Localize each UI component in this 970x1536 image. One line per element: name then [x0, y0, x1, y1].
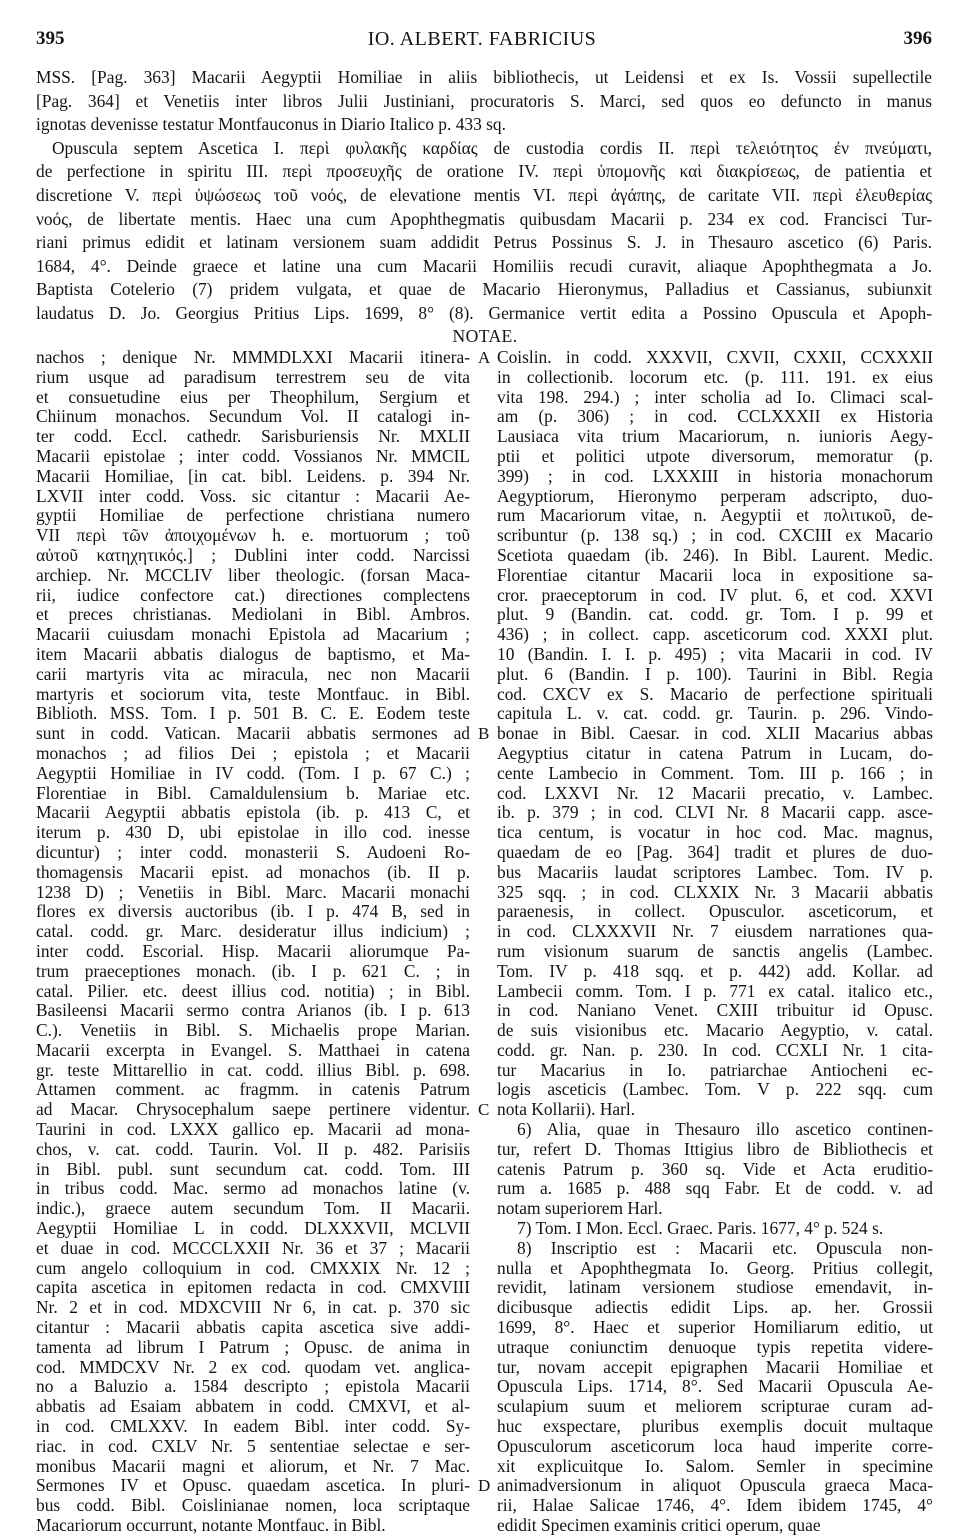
note-line: 8) Inscriptio est : Macarii etc. Opuscula non- — [517, 1238, 933, 1258]
note-line: indic.), graece autem secundum Tom. II Macarii. — [36, 1199, 470, 1219]
main-text-line: 1684, 4°. Deinde graece et latine una cum Macarii Homiliis recudi curavit, aliaque Apophthegmata a Jo. — [36, 255, 932, 276]
note-line: Scetiota quaedam (ib. 246). In Bibl. Laurent. Medic. — [497, 545, 933, 565]
main-text-line: Opuscula septem Ascetica I. περὶ φυλακῆς καρδίας de custodia cordis II. περὶ τελειότητος ἐν πνεύματι, — [52, 137, 932, 158]
note-line: Chiinum monachos. Secundum Vol. II catalogi in- — [36, 407, 470, 427]
note-line: Macarii epistolae ; inter codd. Vossianos Nr. MMCIL — [36, 446, 470, 466]
note-line: Aegyptii Homiliae in IV codd. (Tom. I p. 67 C.) ; — [36, 763, 470, 783]
note-line: Biblioth. MSS. Tom. I p. 501 B. C. E. Eodem teste — [36, 704, 470, 724]
main-text-line: laudatus D. Jo. Georgius Pritius Lips. 1699, 8° (8). Germanice vertit edita a Possino Opuscula et Apoph- — [36, 302, 932, 323]
main-text-line: MSS. [Pag. 363] Macarii Aegyptii Homiliae in aliis bibliothecis, ut Leidensi et ex Is. Vossii supellectile — [36, 67, 932, 87]
note-line: Tom. IV p. 418 sqq. et p. 442) add. Kollar. ad — [497, 961, 933, 981]
note-line: capitula L. v. cat. codd. gr. Taurin. p. 296. Vindo- — [497, 704, 933, 724]
note-line: Taurini in cod. LXXX gallico ep. Macarii ad mona- — [36, 1120, 470, 1140]
note-line: Florentiae in Bibl. Camaldulensium b. Mariae etc. — [36, 783, 470, 803]
note-line: chos, v. cat. codd. Taurin. Vol. II p. 482. Parisiis — [36, 1139, 470, 1159]
note-line: bonae in Bibl. Caesar. in cod. XLII Macarius abbas — [497, 724, 933, 744]
note-line: catal. Pilier. etc. deest illius cod. notitia) ; in Bibl. — [36, 981, 470, 1001]
note-line: in cod. CMLXXV. In eadem Bibl. inter codd. Sy- — [36, 1417, 470, 1437]
notes-heading: NOTAE. — [452, 326, 518, 346]
note-line: tamenta ad librum I Patrum ; Opusc. de anima in — [36, 1337, 470, 1357]
note-line: bus Macariis laudat scriptores Lambec. Tom. IV p. — [497, 862, 933, 882]
note-line: Lausiaca vita trium Macariorum, n. iunioris Aegy- — [497, 427, 933, 447]
note-line: Macarii cuiusdam monachi Epistola ad Macarium ; — [36, 625, 470, 645]
note-line: paraenesis, in collect. Opusculor. asceticorum, et — [497, 902, 933, 922]
note-line: plut. 9 (Bandin. cat. codd. gr. Tom. I p. 99 et — [497, 605, 933, 625]
note-line: in collectionib. locorum etc. (p. 111. 191. ex eius — [497, 367, 933, 387]
note-line: 325 sqq. ; in cod. CLXXIX Nr. 3 Macarii abbatis — [497, 882, 933, 902]
note-line: Attamen comment. ac fragmm. in catenis Patrum — [36, 1080, 470, 1100]
note-line: plut. 6 (Bandin. I p. 100). Taurini in Bibl. Regia — [497, 664, 933, 684]
note-line: 399) ; in cod. LXXXIII in historia monachorum — [497, 466, 933, 486]
note-line: et duae in cod. MCCCLXXII Nr. 36 et 37 ; Macarii — [36, 1238, 470, 1258]
note-line: sunt in codd. Vatican. Macarii abbatis sermones ad — [36, 724, 470, 744]
note-line: cror. praeceptorum in cod. IV plut. 6, et cod. XXVI — [497, 585, 933, 605]
note-line: thomagensis Macarii epist. ad monachos (ib. II p. — [36, 862, 470, 882]
note-line: citantur : Macarii abbatis capita ascetica sive addi- — [36, 1318, 470, 1338]
note-line: de suis visionibus etc. Macario Aegyptio, v. catal. — [497, 1021, 933, 1041]
note-line: ib. p. 379 ; in cod. CLVI Nr. 8 Macarii capp. asce- — [497, 803, 933, 823]
note-line: Macarii Aegyptii abbatis epistola (ib. p. 413 C, et — [36, 803, 470, 823]
note-line: Macarii Homiliae, [in cat. bibl. Leidens. p. 394 Nr. — [36, 466, 470, 486]
note-line: tur Macarius in Io. patriarchae Antiocheni ec- — [497, 1060, 933, 1080]
note-line: 1238 D) ; Venetiis in Bibl. Marc. Macarii monachi — [36, 882, 470, 902]
note-line: rii, iudice confectore cat.) directiones complectens — [36, 585, 470, 605]
note-line: nachos ; denique Nr. MMMDLXXI Macarii itinera- — [36, 348, 470, 367]
note-line: logis asceticis (Lambec. Tom. V p. 222 sqq. cum — [497, 1080, 933, 1100]
note-line: 1699, 8°. Haec et superior Homiliarum editio, ut — [497, 1318, 933, 1338]
note-line: monibus Macarii magni et aliorum, et Nr. 7 Mac. — [36, 1456, 470, 1476]
note-line: trum praeceptiones monach. (ib. I p. 621 C. ; in — [36, 961, 470, 981]
main-text-line: discretione V. περὶ ὑψώσεως τοῦ νοός, de elevatione mentis VI. περὶ ἀγάπης, de caritate VII. περὶ ἐλευθερίας — [36, 184, 932, 205]
main-text-line: de perfectione in spiritu III. περὶ προσευχῆς de oratione IV. περὶ ὑπομονῆς καὶ διακρίσεως, de patientia et — [36, 161, 932, 182]
main-text-line: Baptista Cotelerio (7) pridem vulgata, et quae de Macario Hieronymus, Palladius et Cassianus, subiunxit — [36, 279, 932, 300]
note-line: et consuetudine eius per Theophilum, Sergium et — [36, 387, 470, 407]
main-text-line: νοός, de libertate mentis. Haec una cum Apophthegmatis quibusdam Macarii p. 234 ex cod. Francisci Tur- — [36, 208, 932, 229]
note-line: inter codd. Escorial. Hisp. Macarii aliorumque Pa- — [36, 941, 470, 961]
note-line: αὐτοῦ κατηχητικός.] ; Dublini inter codd. Narcissi — [36, 545, 470, 565]
note-line: nota Kollarii). Harl. — [497, 1100, 636, 1120]
note-line: 6) Alia, quae in Thesauro illo ascetico continen- — [517, 1120, 933, 1140]
note-line: Florentiae citantur Macarii loca in expositione sa- — [497, 565, 933, 585]
notes-right-column — [497, 348, 933, 1536]
note-line: carii martyris vita ac miracula, nec non Macarii — [36, 664, 470, 684]
note-line: Opusculorum asceticorum loca haud imperite corre- — [497, 1436, 933, 1456]
note-line: catal. codd. gr. Marc. desideratur illus indicium) ; — [36, 922, 470, 942]
note-line: codd. gr. Nan. p. 230. In cod. CCXLI Nr. 1 cita- — [497, 1040, 933, 1060]
note-line: notam superiorem Harl. — [497, 1199, 663, 1219]
main-text-block — [36, 66, 932, 326]
note-line: tur, novam accepit epigraphen Macarii Homiliae et — [497, 1357, 933, 1377]
note-line: rum Macariorum vitae, n. Aegyptii et πολιτικοῦ, de- — [497, 506, 933, 526]
running-title: IO. ALBERT. FABRICIUS — [367, 28, 597, 50]
note-line: animadversionum in aliquot Opuscula graeca Maca- — [497, 1476, 933, 1496]
note-line: rium usque ad paradisum terrestrem seu de vita — [36, 367, 470, 387]
note-line: cod. LXXVI Nr. 12 Macarii precatio, v. Lambec. — [497, 783, 933, 803]
note-line: riac. in cod. CXLV Nr. 5 sententiae selectae e ser- — [36, 1436, 470, 1456]
margin-letter-c: C — [478, 1100, 490, 1119]
note-line: VII περὶ τῶν ἀποιχομένων h. e. mortuorum ; τοῦ — [36, 526, 470, 546]
note-line: archiep. Nr. MCCLIV liber theologic. (forsan Maca- — [36, 565, 470, 585]
note-line: iterum p. 430 D, ubi epistolae in illo cod. inesse — [36, 823, 470, 843]
note-line: sculapium suum et meliorem scripturae curam ad- — [497, 1397, 933, 1417]
note-line: nulla et Apophthegmata Io. Georg. Pritius collegit, — [497, 1258, 933, 1278]
note-line: 436) ; in collect. capp. asceticorum cod. XXXI plut. — [497, 625, 933, 645]
note-line: tica centum, is vocatur in hoc cod. Mac. magnus, — [497, 823, 933, 843]
note-line: in cod. Naniano Venet. CXIII tribuitur id Opusc. — [497, 1001, 933, 1021]
running-header — [32, 28, 932, 56]
note-line: ter codd. Eccl. cathedr. Sarisburiensis Nr. MXLII — [36, 427, 470, 447]
note-line: gyptii Homiliae de perfectione christiana numero — [36, 506, 470, 526]
note-line: rum a. 1685 p. 488 sqq Fabr. Et de codd. v. ad — [497, 1179, 933, 1199]
note-line: in Bibl. publ. sunt secundum cat. codd. Tom. III — [36, 1159, 470, 1179]
note-line: gr. teste Mittarellio in cat. codd. illius Bibl. p. 698. — [36, 1060, 470, 1080]
note-line: rum visionum suarum de sanctis angelis (Lambec. — [497, 941, 933, 961]
note-line: abbatis ad Esaiam abbatem in codd. CMXVI, et al- — [36, 1397, 470, 1417]
margin-letter-a: A — [478, 348, 491, 367]
note-line: cod. CXCV ex S. Macario de perfectione spirituali — [497, 684, 933, 704]
note-line: Aegyptii Homiliae L in codd. DLXXXVII, MCLVII — [36, 1219, 470, 1239]
note-line: vita 198. 294.) ; inter scholia ad Io. Climaci scal- — [497, 387, 933, 407]
note-line: rii, Halae Salicae 1746, 4°. Idem ibidem 1745, 4° — [497, 1496, 933, 1516]
note-line: C.). Venetiis in Bibl. S. Michaelis prope Marian. — [36, 1021, 470, 1041]
page-number-left: 395 — [36, 28, 65, 49]
note-line: dicuntur) ; inter codd. monasterii S. Audoeni Ro- — [36, 842, 470, 862]
main-text-line: ignotas devenisse testatur Montfauconus in Diario Italico p. 433 sq. — [36, 114, 506, 135]
main-text-line: [Pag. 364] et Venetiis inter libros Julii Justiniani, procuratoris S. Marci, sed quos eo defuncto in manus — [36, 90, 932, 111]
note-line: flores ex diversis auctoribus (ib. I p. 474 B, sed in — [36, 902, 470, 922]
note-line: Macarii excerpta in Evangel. S. Matthaei in catena — [36, 1040, 470, 1060]
note-line: monachos ; ad filios Dei ; epistola ; et Macarii — [36, 743, 470, 763]
note-line: ptii et politici utpote diversorum, memoratur (p. — [497, 446, 933, 466]
note-line: Nr. 2 et in cod. MDXCVIII Nr 6, in cat. p. 370 sic — [36, 1298, 470, 1318]
notes-left-column — [36, 348, 470, 1536]
note-line: utraque coniunctim denuoque typis repetita videre- — [497, 1337, 933, 1357]
note-line: bus codd. Bibl. Coislinianae nomen, loca scriptaque — [36, 1496, 470, 1516]
margin-letter-d: D — [478, 1476, 491, 1495]
note-line: Lambecii comm. Tom. I p. 771 ex catal. italico etc., — [497, 981, 933, 1001]
note-line: huc exspectare, pluribus exemplis docuit multaque — [497, 1417, 933, 1437]
note-line: scribuntur (p. 138 sq.) ; in cod. CXCIII ex Macario — [497, 526, 933, 546]
note-line: item Macarii abbatis dialogus de baptismo, et Ma- — [36, 644, 470, 664]
main-text-line: riani primus edidit et latinam versionem suam addidit Petrus Possinus S. J. in Thesauro ascetico (6) Paris. — [36, 232, 932, 253]
note-line: quaedam de eo [Pag. 364] tradit et plures de duo- — [497, 842, 933, 862]
note-line: cod. MMDCXV Nr. 2 ex cod. quodam vet. anglica- — [36, 1357, 470, 1377]
note-line: catenis Patrum p. 360 sq. Vide et Acta eruditio- — [497, 1159, 933, 1179]
note-line: dicibusque adiectis edidit Lips. ap. her. Grossii — [497, 1298, 933, 1318]
note-line: Coislin. in codd. XXXVII, CXVII, CXXII, CCXXXII — [497, 348, 933, 367]
note-line: cum angelo colloquium in cod. CMXXIX Nr. 12 ; — [36, 1258, 470, 1278]
note-line: edidit Specimen examinis critici operum, quae — [497, 1516, 821, 1536]
note-line: in tribus codd. Mac. sermo ad monachos latine (v. — [36, 1179, 470, 1199]
note-line: capita ascetica in epitomen redacta in cod. CMXVIII — [36, 1278, 470, 1298]
note-line: Sermones IV et Opusc. quaedam ascetica. In pluri- — [36, 1476, 470, 1496]
note-line: am (p. 306) ; in cod. CCLXXXII ex Historia — [497, 407, 933, 427]
note-line: et preces christianas. Mediolani in Bibl. Ambros. — [36, 605, 470, 625]
note-line: Aegyptiorum, Hieronymo perperam adscripto, duo- — [497, 486, 933, 506]
note-line: in cod. CLXXXVII Nr. 7 eiusdem narrationes qua- — [497, 922, 933, 942]
note-line: martyris et sociorum vita, teste Montfauc. in Bibl. — [36, 684, 470, 704]
note-line: xit explicuitque Io. Salom. Semler in specimine — [497, 1456, 933, 1476]
note-line: Aegyptius citatur in catena Patrum in Lucam, do- — [497, 743, 933, 763]
note-line: revidit, latinam versionem studiose emendavit, in- — [497, 1278, 933, 1298]
note-line: 10 (Bandin. I. I. p. 495) ; vita Macarii in cod. IV — [497, 644, 933, 664]
note-line: Opuscula Lips. 1714, 8°. Sed Macarii Opuscula Ae- — [497, 1377, 933, 1397]
note-line: cente Lambecio in Comment. Tom. III p. 166 ; in — [497, 763, 933, 783]
note-line: LXVII inter codd. Voss. sic citantur : Macarii Ae- — [36, 486, 470, 506]
note-line: no a Baluzio a. 1584 descripto ; epistola Macarii — [36, 1377, 470, 1397]
page-number-right: 396 — [903, 28, 932, 49]
note-line: 7) Tom. I Mon. Eccl. Graec. Paris. 1677, 4° p. 524 s. — [517, 1219, 884, 1239]
note-line: tur, refert D. Thomas Ittigius libro de Bibliothecis et — [497, 1139, 933, 1159]
note-line: Basileensi Macarii sermo contra Arianos (ib. I p. 613 — [36, 1001, 470, 1021]
margin-letter-b: B — [478, 724, 490, 743]
note-line: Macariorum occurrunt, notante Montfauc. in Bibl. — [36, 1516, 386, 1536]
note-line: ad Macar. Chrysocephalum saepe pertinere videntur. — [36, 1100, 470, 1120]
